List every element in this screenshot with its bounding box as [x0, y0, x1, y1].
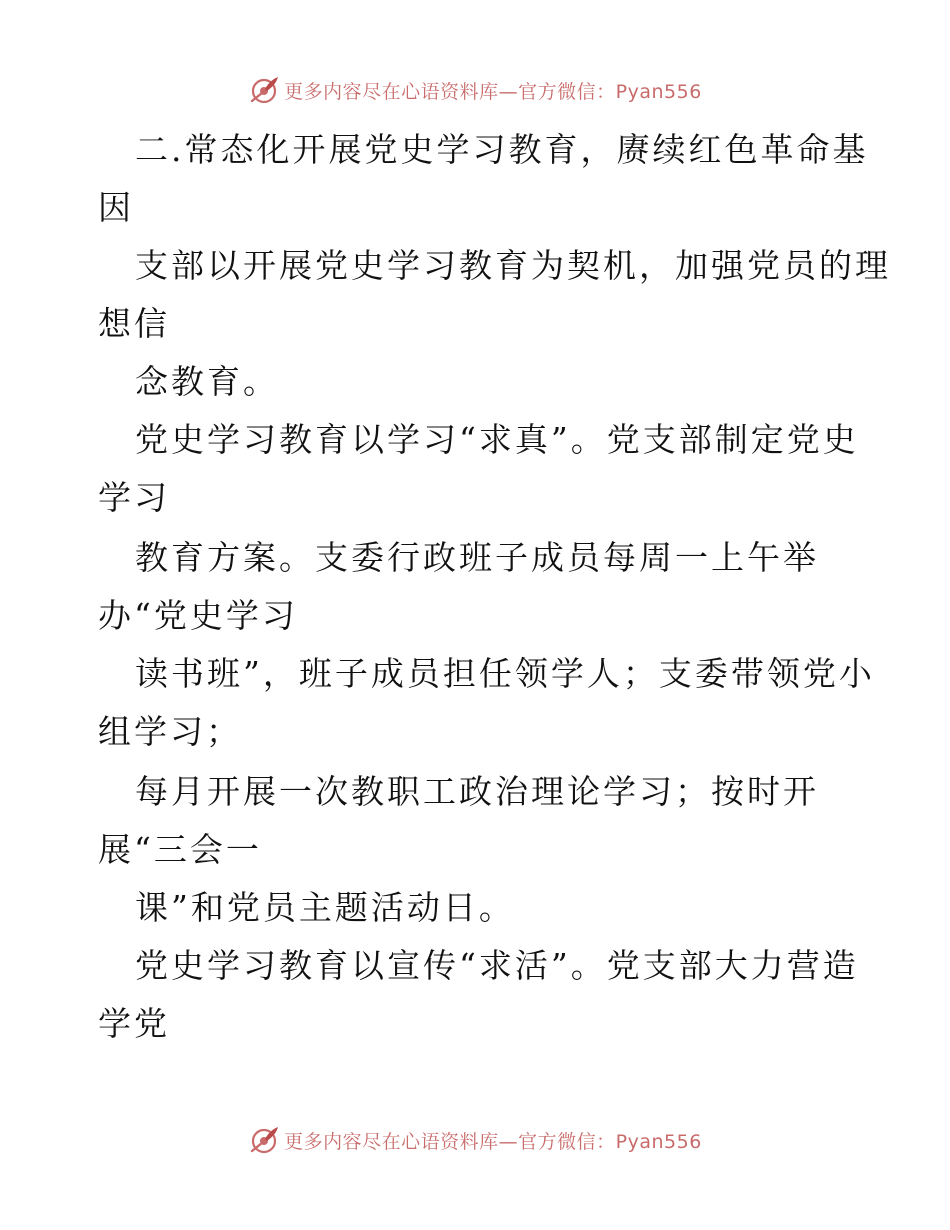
- text-line: 学党: [98, 1004, 170, 1043]
- text-line: 想信: [98, 304, 170, 343]
- text-line: 教育方案。支委行政班子成员每周一上午举: [135, 538, 819, 577]
- text-line: 办“党史学习: [98, 596, 298, 635]
- text-line: 因: [98, 188, 134, 227]
- footer-watermark: [0, 1120, 950, 1160]
- text-line: 党史学习教育以学习“求真”。党支部制定党史: [135, 420, 859, 459]
- watermark-text: 更多内容尽在心语资料库—官方微信：Pyan556: [284, 80, 702, 103]
- text-line: 课”和党员主题活动日。: [135, 888, 515, 927]
- text-line: 展“三会一: [98, 830, 262, 869]
- heading-line: 二.常态化开展党史学习教育，赓续红色革命基: [135, 130, 869, 169]
- text-line: 念教育。: [135, 362, 279, 401]
- quill-seal-icon: [248, 74, 280, 106]
- text-line: 党史学习教育以宣传“求活”。党支部大力营造: [135, 946, 859, 985]
- text-line: 支部以开展党史学习教育为契机，加强党员的理: [135, 246, 891, 285]
- text-line: 学习: [98, 478, 170, 517]
- quill-seal-icon: [248, 1124, 280, 1156]
- watermark-text: 更多内容尽在心语资料库—官方微信：Pyan556: [284, 1130, 702, 1153]
- text-line: 读书班”，班子成员担任领学人；支委带领党小: [135, 654, 875, 693]
- text-line: 组学习；: [98, 712, 242, 751]
- header-watermark: [0, 70, 950, 110]
- text-line: 每月开展一次教职工政治理论学习；按时开: [135, 772, 819, 811]
